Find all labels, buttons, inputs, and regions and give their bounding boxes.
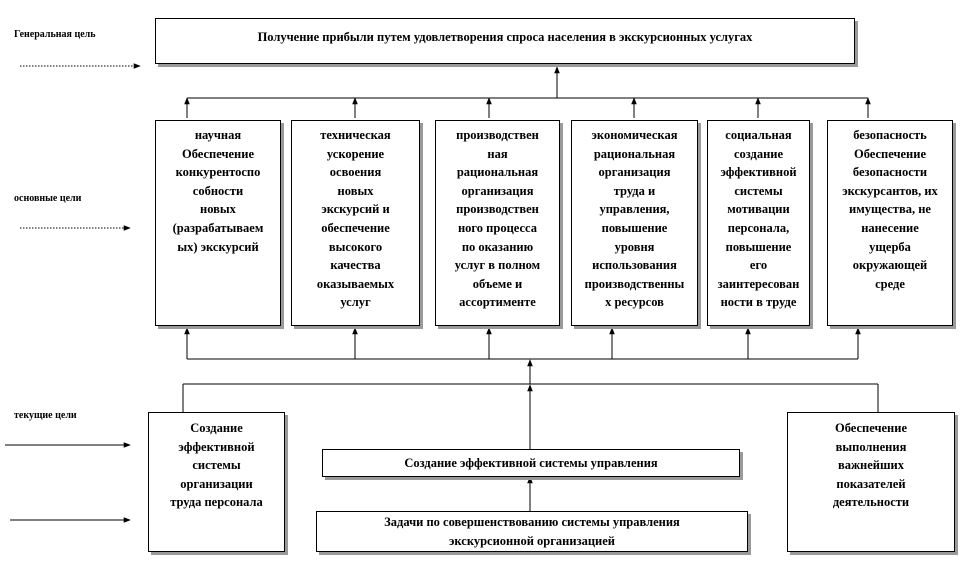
current-goal-indicators — [787, 412, 955, 552]
main-goal-production — [435, 120, 560, 326]
current-goal-text: Создание эффективной системы организации труда персонала — [170, 421, 263, 510]
main-goal-text: научная Обеспечение конкурентоспо собности новых (разрабатываем ых) экскурсий — [172, 128, 264, 254]
current-goal-labor — [148, 412, 285, 552]
current-goal-text: Создание эффективной системы управления — [404, 455, 658, 470]
level-label-general: Генеральная цель — [14, 29, 96, 40]
tasks-box — [316, 511, 748, 552]
general-goal-box — [155, 18, 855, 64]
main-goal-technical — [291, 120, 420, 326]
main-goal-economic — [571, 120, 698, 326]
main-goal-text: экономическая рациональная организация труда и управления, повышение уровня использования производственны х ресурсов — [584, 128, 685, 310]
main-goal-text: безопасность Обеспечение безопасности экскурсантов, их имущества, не нанесение ущерба окружающей среде — [842, 128, 938, 291]
main-goal-text: социальная создание эффективной системы мотивации персонала, повышение его заинтересован ности в труде — [717, 128, 800, 310]
level-label-main: основные цели — [14, 193, 82, 204]
level-label-current: текущие цели — [14, 410, 77, 421]
general-goal-text: Получение прибыли путем удовлетворения спроса населения в экскурсионных услугах — [257, 30, 753, 44]
main-goal-social — [707, 120, 810, 326]
tasks-text: Задачи по совершенствованию системы управления экскурсионной организацией — [384, 514, 680, 548]
main-goal-scientific — [155, 120, 281, 326]
current-goal-text: Обеспечение выполнения важнейших показателей деятельности — [832, 421, 910, 510]
main-goal-safety — [827, 120, 953, 326]
main-goal-text: производствен ная рациональная организация производствен ного процесса по оказанию услуг в полном объеме и ассортименте — [454, 128, 541, 310]
current-goal-management — [322, 449, 740, 477]
main-goal-text: техническая ускорение освоения новых экскурсий и обеспечение высокого качества оказываемых услуг — [316, 128, 395, 310]
